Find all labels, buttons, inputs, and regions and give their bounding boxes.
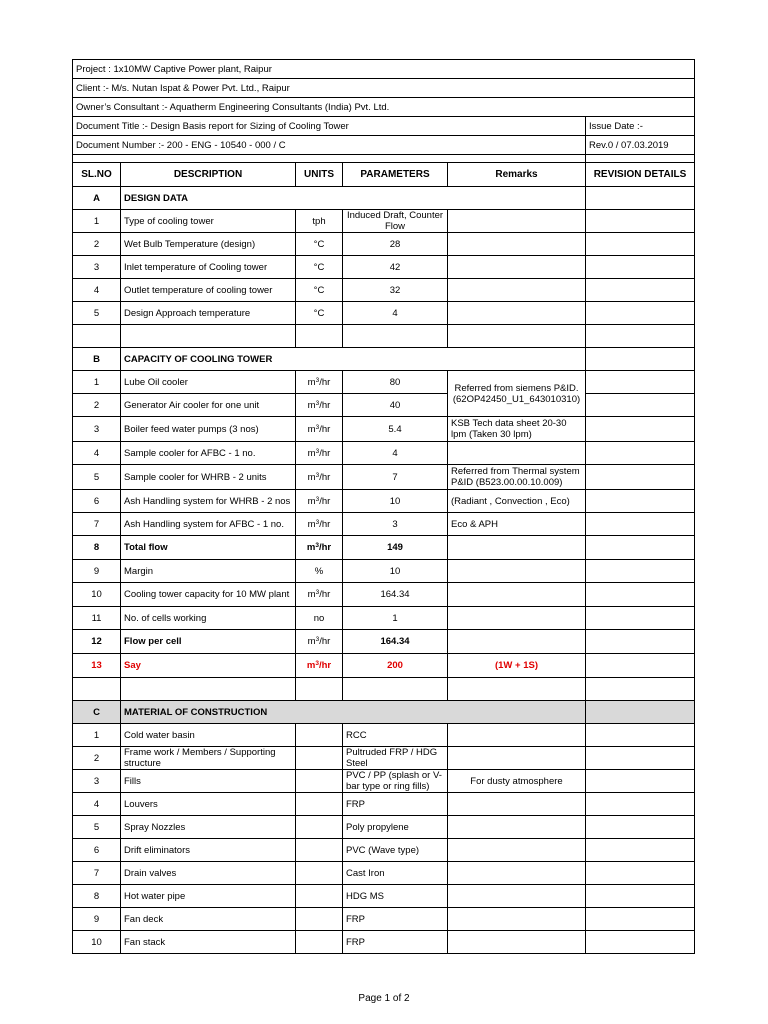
row-revision — [586, 839, 695, 862]
row-unit: $m^3/hr$ — [296, 490, 343, 513]
row-description: Inlet temperature of Cooling tower — [121, 256, 296, 279]
row-unit — [296, 862, 343, 885]
row-remark: (Radiant , Convection , Eco) — [448, 490, 586, 513]
row-parameter: FRP — [343, 908, 448, 931]
row-remark — [448, 747, 586, 770]
blank-cell — [343, 678, 448, 701]
row-revision — [586, 908, 695, 931]
row-number: 7 — [73, 862, 121, 885]
row-parameter: 164.34 — [343, 583, 448, 607]
row-number: 6 — [73, 490, 121, 513]
row-revision — [586, 536, 695, 560]
table-row — [73, 839, 695, 862]
row-revision — [586, 630, 695, 654]
table-row — [73, 724, 695, 747]
row-number: 1 — [73, 371, 121, 394]
unit-superscript: 3 — [315, 495, 320, 503]
section-id: A — [73, 187, 121, 210]
row-remark — [448, 442, 586, 465]
table-row — [73, 233, 695, 256]
section-b-header — [73, 348, 695, 371]
row-unit: °C — [296, 256, 343, 279]
row-number: 2 — [73, 394, 121, 417]
table-row — [73, 816, 695, 839]
row-number: 1 — [73, 210, 121, 233]
row-revision — [586, 931, 695, 954]
row-remark: Eco & APH — [448, 513, 586, 536]
row-parameter: 1 — [343, 607, 448, 630]
row-remark: KSB Tech data sheet 20-30 lpm (Taken 30 lpm) — [448, 417, 586, 442]
row-parameter: 200 — [343, 654, 448, 678]
unit-superscript: 3 — [315, 542, 319, 549]
issue-date-label: Issue Date :- — [586, 117, 695, 136]
row-unit: °C — [296, 233, 343, 256]
row-remark: (1W + 1S) — [448, 654, 586, 678]
blank-cell — [121, 678, 296, 701]
table-row — [73, 908, 695, 931]
row-number: 3 — [73, 770, 121, 793]
row-remark — [448, 862, 586, 885]
section-title: MATERIAL OF CONSTRUCTION — [121, 701, 586, 724]
row-parameter: 42 — [343, 256, 448, 279]
row-revision — [586, 417, 695, 442]
row-number: 2 — [73, 233, 121, 256]
row-unit — [296, 931, 343, 954]
table-row — [73, 279, 695, 302]
table-row — [73, 394, 695, 417]
table-row — [73, 862, 695, 885]
row-parameter: FRP — [343, 931, 448, 954]
row-parameter: FRP — [343, 793, 448, 816]
consultant-line: Owner’s Consultant :- Aquatherm Engineering Consultants (India) Pvt. Ltd. — [73, 98, 695, 117]
row-number: 10 — [73, 931, 121, 954]
row-description: Cold water basin — [121, 724, 296, 747]
row-revision — [586, 607, 695, 630]
blank-row — [73, 678, 695, 701]
unit-superscript: 3 — [315, 471, 320, 479]
row-number: 12 — [73, 630, 121, 654]
row-description: Fan deck — [121, 908, 296, 931]
row-unit: $m^3/hr$ — [296, 417, 343, 442]
row-description: Ash Handling system for WHRB - 2 nos — [121, 490, 296, 513]
row-parameter: 4 — [343, 442, 448, 465]
table-row — [73, 513, 695, 536]
unit-superscript: 3 — [315, 636, 320, 643]
row-revision — [586, 394, 695, 417]
design-basis-table — [72, 59, 695, 954]
blank-cell — [73, 678, 121, 701]
row-number: 10 — [73, 583, 121, 607]
row-unit — [296, 770, 343, 793]
row-number: 4 — [73, 793, 121, 816]
row-revision — [586, 490, 695, 513]
row-description: Margin — [121, 560, 296, 583]
document-title-line: Document Title :- Design Basis report for Sizing of Cooling Tower — [73, 117, 586, 136]
row-parameter: 80 — [343, 371, 448, 394]
section-title: CAPACITY OF COOLING TOWER — [121, 348, 586, 371]
row-parameter: 10 — [343, 490, 448, 513]
row-unit: $m^3/hr$ — [296, 371, 343, 394]
row-remark — [448, 583, 586, 607]
section-id: B — [73, 348, 121, 371]
table-row — [73, 536, 695, 560]
row-remark — [448, 931, 586, 954]
row-description: Type of cooling tower — [121, 210, 296, 233]
row-description: Lube Oil cooler — [121, 371, 296, 394]
project-line: Project : 1x10MW Captive Power plant, Raipur — [73, 60, 695, 79]
row-revision — [586, 560, 695, 583]
column-header-row — [73, 163, 695, 187]
unit-superscript: 3 — [315, 518, 320, 526]
unit-superscript: 3 — [315, 660, 319, 667]
row-unit: °C — [296, 279, 343, 302]
row-description: Wet Bulb Temperature (design) — [121, 233, 296, 256]
unit-superscript: 3 — [315, 423, 320, 431]
row-description: Boiler feed water pumps (3 nos) — [121, 417, 296, 442]
row-remark — [448, 839, 586, 862]
table-row — [73, 560, 695, 583]
document-sheet — [72, 59, 694, 954]
col-parameters: PARAMETERS — [343, 163, 448, 187]
row-remark — [448, 607, 586, 630]
col-description: DESCRIPTION — [121, 163, 296, 187]
row-unit — [296, 908, 343, 931]
table-row — [73, 931, 695, 954]
unit-superscript: 3 — [315, 399, 320, 407]
row-unit — [296, 747, 343, 770]
row-parameter: 28 — [343, 233, 448, 256]
row-unit: $m^3/hr$ — [296, 513, 343, 536]
row-remark: Referred from Thermal system P&ID (B523.00.00.10.009) — [448, 465, 586, 490]
section-title: DESIGN DATA — [121, 187, 586, 210]
row-number: 5 — [73, 816, 121, 839]
table-row — [73, 885, 695, 908]
row-number: 13 — [73, 654, 121, 678]
row-remark-merged: Referred from siemens P&ID. (62OP42450_U1_643010310) — [448, 371, 586, 417]
row-description: Design Approach temperature — [121, 302, 296, 325]
table-row — [73, 654, 695, 678]
section-id: C — [73, 701, 121, 724]
row-number: 3 — [73, 256, 121, 279]
row-revision — [586, 465, 695, 490]
row-description: Drain valves — [121, 862, 296, 885]
section-a-header — [73, 187, 695, 210]
row-parameter: 10 — [343, 560, 448, 583]
row-revision — [586, 513, 695, 536]
row-description: Sample cooler for AFBC - 1 no. — [121, 442, 296, 465]
row-description: No. of cells working — [121, 607, 296, 630]
row-parameter: 7 — [343, 465, 448, 490]
row-remark: For dusty atmosphere — [448, 770, 586, 793]
row-revision — [586, 583, 695, 607]
row-number: 5 — [73, 302, 121, 325]
unit-superscript: 3 — [315, 589, 320, 596]
table-row — [73, 747, 695, 770]
row-unit: $m^3/hr$ — [296, 442, 343, 465]
row-parameter: 5.4 — [343, 417, 448, 442]
blank-cell — [296, 678, 343, 701]
row-number: 9 — [73, 908, 121, 931]
row-revision — [586, 862, 695, 885]
row-remark — [448, 630, 586, 654]
client-line: Client :- M/s. Nutan Ispat & Power Pvt. Ltd., Raipur — [73, 79, 695, 98]
page-footer: Page 1 of 2 — [358, 993, 410, 1004]
row-unit — [296, 816, 343, 839]
row-number: 4 — [73, 442, 121, 465]
row-remark — [448, 536, 586, 560]
row-description: Outlet temperature of cooling tower — [121, 279, 296, 302]
row-parameter: 32 — [343, 279, 448, 302]
unit-superscript: 3 — [315, 376, 320, 384]
row-revision — [586, 371, 695, 394]
row-number: 5 — [73, 465, 121, 490]
table-row — [73, 371, 695, 394]
row-parameter: Poly propylene — [343, 816, 448, 839]
col-units: UNITS — [296, 163, 343, 187]
row-parameter: HDG MS — [343, 885, 448, 908]
row-parameter: Cast Iron — [343, 862, 448, 885]
row-unit — [296, 839, 343, 862]
col-remarks: Remarks — [448, 163, 586, 187]
row-parameter: 3 — [343, 513, 448, 536]
blank-cell — [586, 678, 695, 701]
row-number: 2 — [73, 747, 121, 770]
table-row — [73, 302, 695, 325]
row-remark — [448, 885, 586, 908]
row-remark — [448, 908, 586, 931]
row-description: Fan stack — [121, 931, 296, 954]
row-unit: $m^3/hr$ — [296, 394, 343, 417]
row-number: 3 — [73, 417, 121, 442]
row-remark — [448, 793, 586, 816]
row-description: Louvers — [121, 793, 296, 816]
row-number: 4 — [73, 279, 121, 302]
row-description: Flow per cell — [121, 630, 296, 654]
row-parameter: 40 — [343, 394, 448, 417]
row-remark — [448, 560, 586, 583]
document-number-line: Document Number :- 200 - ENG - 10540 - 000 / C — [73, 136, 586, 155]
table-row — [73, 490, 695, 513]
row-revision — [586, 816, 695, 839]
row-description: Total flow — [121, 536, 296, 560]
row-number: 8 — [73, 536, 121, 560]
row-unit — [296, 724, 343, 747]
row-unit: % — [296, 560, 343, 583]
table-row — [73, 210, 695, 233]
row-parameter: 4 — [343, 302, 448, 325]
blank-row — [73, 325, 695, 348]
row-revision — [586, 654, 695, 678]
row-number: 8 — [73, 885, 121, 908]
table-row — [73, 442, 695, 465]
row-description: Fills — [121, 770, 296, 793]
row-parameter: Pultruded FRP / HDG Steel — [343, 747, 448, 770]
blank-cell — [448, 678, 586, 701]
row-unit: $m^3/hr$ — [296, 654, 343, 678]
row-parameter: PVC (Wave type) — [343, 839, 448, 862]
row-description: Frame work / Members / Supporting structure — [121, 747, 296, 770]
row-parameter: 164.34 — [343, 630, 448, 654]
row-unit: °C — [296, 302, 343, 325]
row-number: 1 — [73, 724, 121, 747]
row-number: 11 — [73, 607, 121, 630]
section-c-header — [73, 701, 695, 724]
row-description: Say — [121, 654, 296, 678]
table-row — [73, 607, 695, 630]
row-parameter: RCC — [343, 724, 448, 747]
row-description: Cooling tower capacity for 10 MW plant — [121, 583, 296, 607]
row-number: 7 — [73, 513, 121, 536]
spacer-row — [73, 155, 586, 163]
row-unit: $m^3/hr$ — [296, 536, 343, 560]
unit-superscript: 3 — [315, 447, 320, 455]
row-remark — [448, 816, 586, 839]
row-description: Ash Handling system for AFBC - 1 no. — [121, 513, 296, 536]
table-row — [73, 256, 695, 279]
row-unit: $m^3/hr$ — [296, 583, 343, 607]
row-revision — [586, 770, 695, 793]
col-slno: SL.NO — [73, 163, 121, 187]
table-row — [73, 770, 695, 793]
table-row — [73, 465, 695, 490]
row-unit: no — [296, 607, 343, 630]
row-revision — [586, 793, 695, 816]
col-revision: REVISION DETAILS — [586, 163, 695, 187]
row-remark — [448, 724, 586, 747]
row-parameter: PVC / PP (splash or V-bar type or ring fills) — [343, 770, 448, 793]
row-unit: tph — [296, 210, 343, 233]
row-description: Hot water pipe — [121, 885, 296, 908]
revision-number: Rev.0 / 07.03.2019 — [586, 136, 695, 155]
row-parameter: 149 — [343, 536, 448, 560]
row-description: Drift eliminators — [121, 839, 296, 862]
table-row — [73, 630, 695, 654]
row-description: Spray Nozzles — [121, 816, 296, 839]
table-row — [73, 417, 695, 442]
row-unit: $m^3/hr$ — [296, 630, 343, 654]
row-revision — [586, 885, 695, 908]
row-number: 6 — [73, 839, 121, 862]
table-row — [73, 583, 695, 607]
row-number: 9 — [73, 560, 121, 583]
row-revision — [586, 442, 695, 465]
row-revision — [586, 747, 695, 770]
row-unit: $m^3/hr$ — [296, 465, 343, 490]
row-description: Generator Air cooler for one unit — [121, 394, 296, 417]
table-row — [73, 793, 695, 816]
row-parameter: Induced Draft, Counter Flow — [343, 210, 448, 233]
row-remark — [448, 210, 586, 233]
row-unit — [296, 793, 343, 816]
row-unit — [296, 885, 343, 908]
row-revision — [586, 724, 695, 747]
row-description: Sample cooler for WHRB - 2 units — [121, 465, 296, 490]
